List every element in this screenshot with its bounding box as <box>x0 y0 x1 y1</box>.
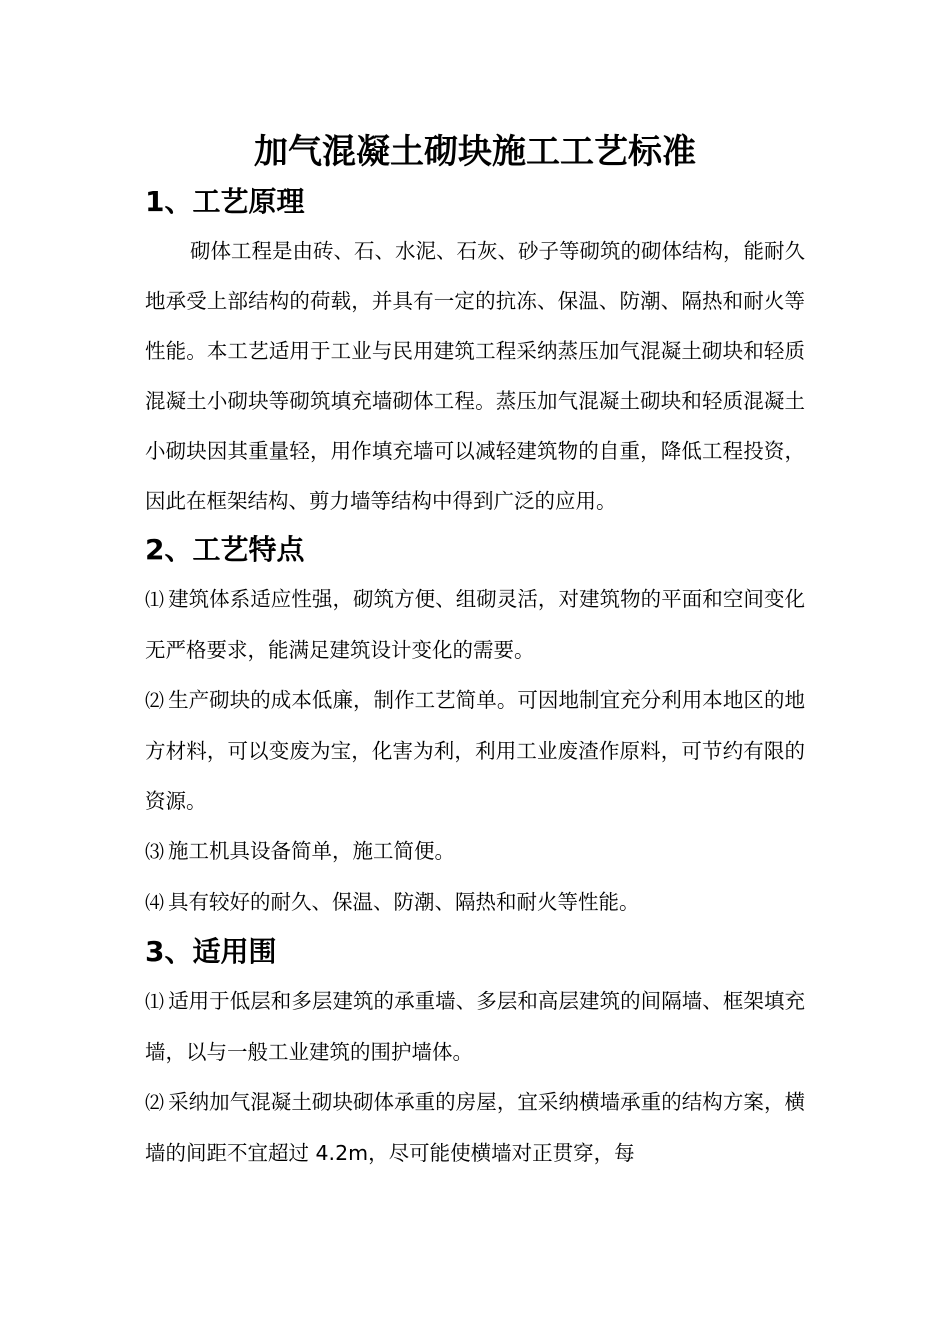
item-text: 适用于低层和多层建筑的承重墙、多层和高层建筑的间隔墙、框架填充墙，以与一般工业建筑的围护墙体。 <box>145 989 805 1064</box>
item-text: 施工机具设备简单，施工简便。 <box>168 839 456 863</box>
document-body <box>145 178 805 1178</box>
section-paragraph: 砌体工程是由砖、石、水泥、石灰、砂子等砌筑的砌体结构，能耐久地承受上部结构的荷载，并具有一定的抗冻、保温、防潮、隔热和耐火等性能。本工艺适用于工业与民用建筑工程采纳蒸压加气混凝土砌块和轻质混凝土小砌块等砌筑填充墙砌体工程。蒸压加气混凝土砌块和轻质混凝土小砌块因其重量轻，用作填充墙可以减轻建筑物的自重，降低工程投资，因此在框架结构、剪力墙等结构中得到广泛的应用。 <box>145 239 805 513</box>
item-number: ⑴ <box>145 991 165 1013</box>
item-text: 具有较好的耐久、保温、防潮、隔热和耐火等性能。 <box>168 890 640 914</box>
item-number: ⑵ <box>145 690 165 712</box>
document-title: 加气混凝土砌块施工工艺标准 <box>254 132 696 172</box>
section-heading: 1、工艺原理 <box>145 185 305 218</box>
item-number: ⑴ <box>145 589 165 611</box>
section-principle <box>145 178 805 526</box>
item-number: ⑶ <box>145 841 165 863</box>
section-features <box>145 526 805 928</box>
item-text: 建筑体系适应性强，砌筑方便、组砌灵活，对建筑物的平面和空间变化无严格要求，能满足建筑设计变化的需要。 <box>145 587 805 662</box>
section-heading: 2、工艺特点 <box>145 533 305 566</box>
section-heading: 3、适用围 <box>145 935 277 968</box>
list-item <box>145 826 805 877</box>
list-item <box>145 1077 805 1178</box>
list-item <box>145 574 805 675</box>
list-item <box>145 675 805 826</box>
item-number: ⑷ <box>145 892 165 914</box>
section-scope <box>145 928 805 1178</box>
list-item <box>145 877 805 928</box>
item-number: ⑵ <box>145 1092 165 1114</box>
item-text: 采纳加气混凝土砌块砌体承重的房屋，宜采纳横墙承重的结构方案，横墙的间距不宜超过 4.2m，尽可能使横墙对正贯穿，每 <box>145 1090 805 1165</box>
item-text: 生产砌块的成本低廉，制作工艺简单。可因地制宜充分利用本地区的地方材料，可以变废为宝，化害为利，利用工业废渣作原料，可节约有限的资源。 <box>145 688 805 813</box>
list-item <box>145 976 805 1077</box>
